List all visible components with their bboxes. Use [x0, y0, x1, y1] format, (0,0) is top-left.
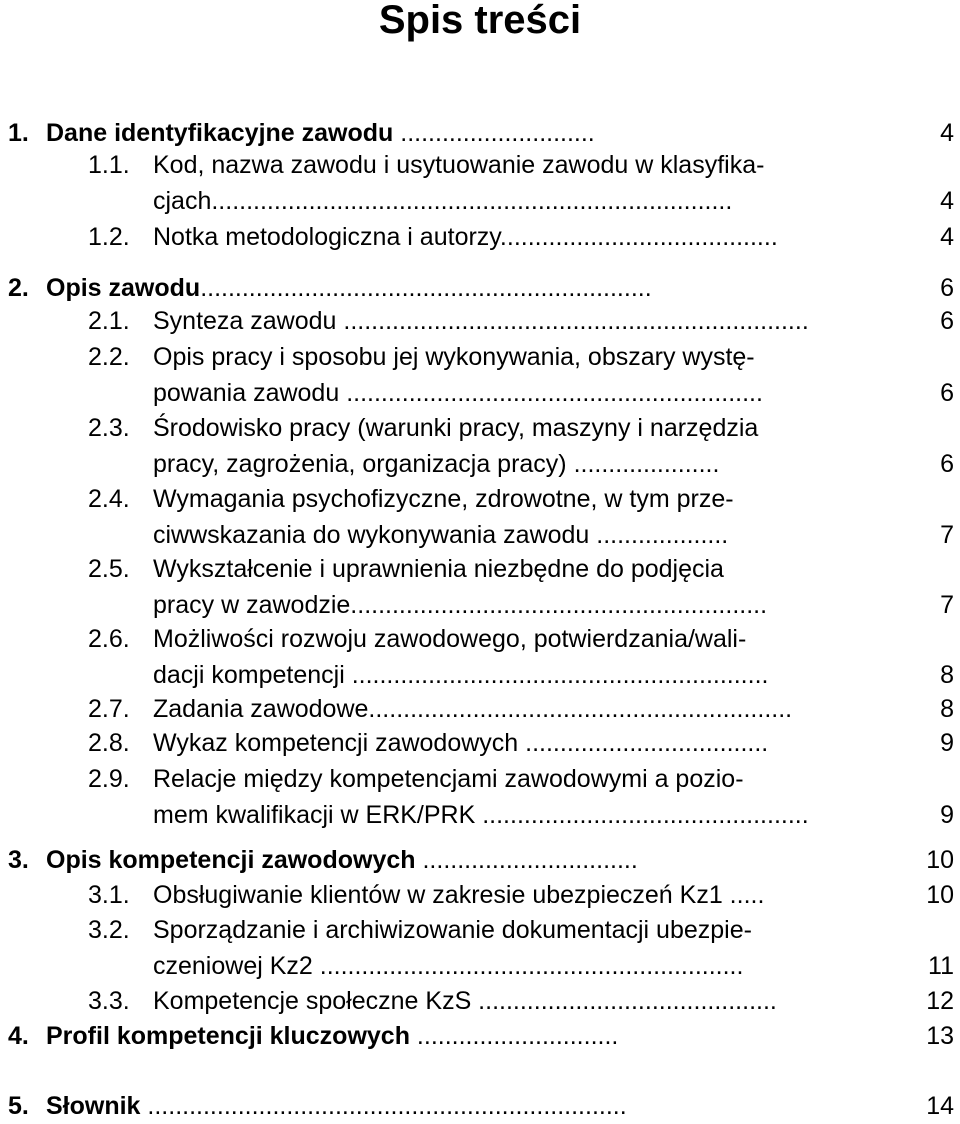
subsection-number: 3.3.: [88, 987, 130, 1015]
page-number: 10: [926, 881, 954, 909]
page-number: 8: [940, 661, 954, 689]
subsection-number: 2.4.: [88, 485, 130, 513]
page-number: 6: [940, 379, 954, 407]
subsection-title: Kod, nazwa zawodu i usytuowanie zawodu w klasyfika-: [153, 151, 765, 179]
toc-subsection-continuation: [0, 948, 960, 984]
section-title-text: Profil kompetencji kluczowych: [46, 1022, 410, 1050]
section-title: [46, 1018, 898, 1054]
subsection-title: Zadania zawodowe.............................................................: [153, 695, 793, 723]
toc-section-row: [0, 1018, 960, 1054]
page-number: 9: [940, 729, 954, 757]
section-number: 3.: [8, 846, 29, 874]
toc-subsection-continuation: [0, 657, 960, 693]
toc-subsection-continuation: [0, 517, 960, 553]
subsection-title: czeniowej Kz2 .............................................................: [153, 952, 744, 980]
page-title: Spis treści: [378, 0, 582, 42]
page-number: 6: [940, 450, 954, 478]
section-title: [46, 842, 898, 878]
toc-section-row: [0, 842, 960, 878]
leader-dots: ............................: [393, 119, 595, 147]
subsection-title: Możliwości rozwoju zawodowego, potwierdzania/wali-: [153, 625, 747, 653]
subsection-number: 2.1.: [88, 307, 130, 335]
section-title: [46, 115, 898, 151]
toc-subsection-row: [0, 912, 960, 948]
toc-subsection-row: [0, 410, 960, 446]
page-number: 9: [940, 801, 954, 829]
toc-subsection-row: [0, 877, 960, 913]
section-title-text: Opis kompetencji zawodowych: [46, 846, 416, 874]
toc-subsection-row: [0, 339, 960, 375]
toc-section-row: [0, 270, 960, 306]
subsection-number: 2.7.: [88, 695, 130, 723]
subsection-title: Wymagania psychofizyczne, zdrowotne, w tym prze-: [153, 485, 734, 513]
page-number: 12: [926, 987, 954, 1015]
leader-dots: .............................: [409, 1022, 619, 1050]
toc-subsection-continuation: [0, 375, 960, 411]
toc-section-row: [0, 115, 960, 151]
subsection-title: Opis pracy i sposobu jej wykonywania, obszary wystę-: [153, 343, 755, 371]
section-title-text: Słownik: [46, 1092, 141, 1120]
toc-subsection-row: [0, 725, 960, 761]
subsection-title: pracy, zagrożenia, organizacja pracy) .....................: [153, 450, 720, 478]
subsection-number: 3.2.: [88, 916, 130, 944]
page-number: 7: [940, 591, 954, 619]
page-number: 7: [940, 521, 954, 549]
subsection-title: Środowisko pracy (warunki pracy, maszyny i narzędzia: [153, 414, 759, 442]
toc-subsection-row: [0, 219, 960, 255]
section-number: 5.: [8, 1092, 29, 1120]
subsection-title: cjach...........................................................................: [153, 187, 733, 215]
subsection-number: 1.1.: [88, 151, 130, 179]
toc-subsection-continuation: [0, 797, 960, 833]
toc-subsection-row: [0, 621, 960, 657]
subsection-number: 2.6.: [88, 625, 130, 653]
page-number: 11: [928, 952, 954, 980]
leader-dots: .................................................................: [200, 274, 652, 302]
page-number: 4: [940, 187, 954, 215]
toc-subsection-row: [0, 551, 960, 587]
section-number: 1.: [8, 119, 29, 147]
subsection-title: dacji kompetencji ............................................................: [153, 661, 769, 689]
toc-section-row: [0, 1088, 960, 1124]
subsection-number: 2.3.: [88, 414, 130, 442]
toc-subsection-continuation: [0, 446, 960, 482]
subsection-title: Notka metodologiczna i autorzy........................................: [153, 223, 778, 251]
subsection-title: powania zawodu ............................................................: [153, 379, 763, 407]
subsection-number: 2.2.: [88, 343, 130, 371]
toc-subsection-row: [0, 761, 960, 797]
page-number: 4: [940, 223, 954, 251]
subsection-title: ciwwskazania do wykonywania zawodu ...................: [153, 521, 729, 549]
page-number: 13: [926, 1022, 954, 1050]
toc-subsection-row: [0, 983, 960, 1019]
toc-subsection-row: [0, 303, 960, 339]
subsection-title: mem kwalifikacji w ERK/PRK ...............................................: [153, 801, 809, 829]
section-title-text: Dane identyfikacyjne zawodu: [46, 119, 394, 147]
subsection-title: Relacje między kompetencjami zawodowymi a pozio-: [153, 765, 744, 793]
section-number: 2.: [8, 274, 29, 302]
section-title: [46, 1088, 898, 1124]
toc-subsection-continuation: [0, 587, 960, 623]
subsection-title: Kompetencje społeczne KzS ...........................................: [153, 987, 777, 1015]
subsection-title: pracy w zawodzie............................................................: [153, 591, 768, 619]
subsection-title: Synteza zawodu ...................................................................: [153, 307, 809, 335]
section-title-text: Opis zawodu: [46, 274, 201, 302]
page-number: 14: [926, 1092, 954, 1120]
leader-dots: .....................................................................: [140, 1092, 627, 1120]
toc-subsection-row: [0, 147, 960, 183]
toc-subsection-continuation: [0, 183, 960, 219]
section-number: 4.: [8, 1022, 29, 1050]
toc-subsection-row: [0, 481, 960, 517]
subsection-number: 2.5.: [88, 555, 130, 583]
subsection-title: Wykaz kompetencji zawodowych ...................................: [153, 729, 769, 757]
subsection-title: Obsługiwanie klientów w zakresie ubezpieczeń Kz1 .....: [153, 881, 765, 909]
leader-dots: ...............................: [415, 846, 638, 874]
toc-subsection-row: [0, 691, 960, 727]
subsection-number: 2.8.: [88, 729, 130, 757]
section-title: [46, 270, 898, 306]
page-number: 6: [940, 274, 954, 302]
subsection-title: Sporządzanie i archiwizowanie dokumentacji ubezpie-: [153, 916, 752, 944]
subsection-number: 1.2.: [88, 223, 130, 251]
subsection-title: Wykształcenie i uprawnienia niezbędne do podjęcia: [153, 555, 724, 583]
subsection-number: 3.1.: [88, 881, 130, 909]
subsection-number: 2.9.: [88, 765, 130, 793]
page-number: 4: [940, 119, 954, 147]
page-number: 10: [926, 846, 954, 874]
page-number: 6: [940, 307, 954, 335]
page-number: 8: [940, 695, 954, 723]
